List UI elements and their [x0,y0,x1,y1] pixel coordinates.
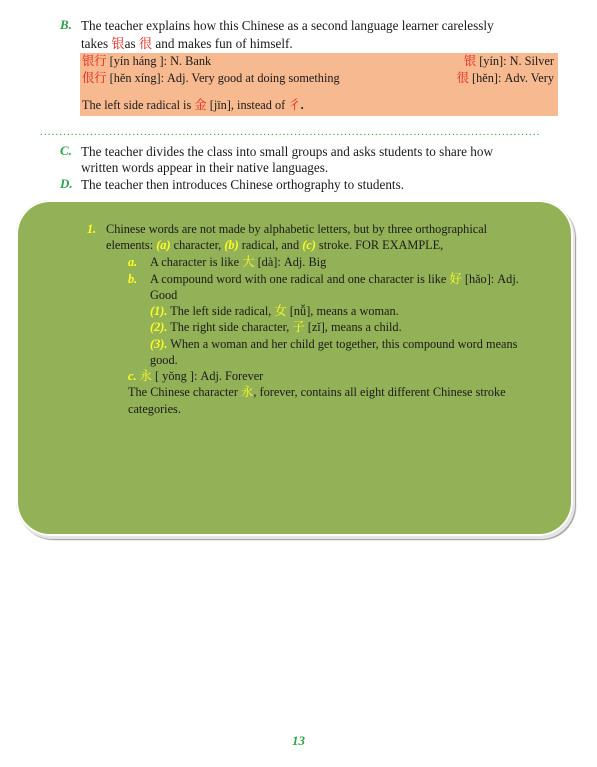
point-number-3: (3). [150,337,168,351]
text-fragment: The Chinese character [128,385,242,399]
vocab-row2-left [82,71,340,86]
vocab-row1-right [464,54,554,69]
chinese-word: 银行 [82,54,107,68]
vocab-row1-left [82,54,211,69]
chinese-char-yong: 永 [241,385,254,399]
orthography-panel [16,200,573,536]
item-c-line1: The teacher divides the class into small groups and asks students to share how [81,144,494,159]
text-fragment: stroke. FOR EXAMPLE, [315,238,444,252]
item-b-line1: The teacher explains how this Chinese as a second language learner carelessly [81,18,494,33]
chinese-char-jin: 金 [194,98,207,112]
page-number: 13 [292,733,305,748]
final-line2: categories. [128,402,181,416]
text-fragment: A compound word with one radical and one character is like [150,272,450,286]
sub-c-line [128,368,263,384]
sub-a-line [150,254,326,270]
label-a: (a) [156,238,171,252]
item-letter-b: B. [60,17,72,32]
vocab-table [80,53,558,116]
text-fragment: elements: [106,238,157,252]
item-b-line2 [81,35,293,52]
item-c-line2: written words appear in their native languages. [81,160,329,175]
text-fragment: The left side radical, [167,304,275,318]
sub-letter-a: a. [128,255,138,269]
label-b: (b) [224,238,239,252]
point-3 [150,336,517,352]
point-number-1: (1). [150,304,168,318]
item-letter-d: D. [60,176,73,191]
text-fragment: character, [170,238,225,252]
text-fragment: . [300,98,304,112]
item-d-line1: The teacher then introduces Chinese orthography to students. [81,177,405,192]
vocab-row2-right [457,71,554,86]
sub-b-line1 [150,271,519,287]
vocab-definition: [hěn xíng]: Adj. Very good at doing something [106,71,340,85]
dotted-divider: .................................................................................................................................. [40,129,541,135]
vocab-definition: [yín]: N. Silver [476,54,554,68]
text-fragment: [zǐ], means a child. [304,320,402,334]
item-letter-c: C. [60,143,72,158]
sub-letter-c: c. [128,369,137,383]
text-fragment: [jīn], instead of [206,98,289,112]
chinese-word: 很 [456,71,469,85]
text-fragment: takes [81,36,112,51]
point-1 [150,303,399,319]
chinese-char-yin: 银 [111,36,125,51]
chinese-char-hao: 好 [449,272,462,286]
text-fragment: as [124,36,139,51]
intro-line2 [106,237,443,253]
text-fragment: [dà]: Adj. Big [254,255,327,269]
text-fragment: The right side character, [167,320,293,334]
text-fragment: [hǎo]: Adj. [461,272,519,286]
chinese-radical-chi: 彳 [288,98,301,112]
vocab-definition: [hěn]: Adv. Very [468,71,554,85]
vocab-definition: [yín háng ]: N. Bank [106,54,212,68]
text-fragment: and makes fun of himself. [152,36,293,51]
text-fragment: The left side radical is [82,98,195,112]
chinese-char-yong: 永 [139,369,152,383]
text-fragment: [nǚ], means a woman. [286,304,399,318]
chinese-char-da: 大 [242,255,255,269]
chinese-char-zi: 子 [292,320,305,334]
chinese-word: 银 [463,54,477,68]
text-fragment: A character is like [150,255,243,269]
intro-line1: Chinese words are not made by alphabetic letters, but by three orthographical [106,222,488,236]
point-3-line2: good. [150,353,178,367]
sub-b-line2: Good [150,288,178,302]
chinese-word: 佷行 [82,71,107,85]
text-fragment: When a woman and her child get together, this compound word means [167,337,518,351]
point-2 [150,319,402,335]
text-fragment: , forever, contains all eight different Chinese stroke [253,385,506,399]
sub-letter-b: b. [128,272,138,286]
point-number-2: (2). [150,320,168,334]
radical-note [82,98,304,113]
final-line1 [128,384,506,400]
label-c: (c) [302,238,316,252]
chinese-char-hen: 很 [138,36,153,51]
text-fragment: radical, and [238,238,303,252]
chinese-char-nu: 女 [274,304,287,318]
list-number-1: 1. [87,222,97,236]
text-fragment: [ yǒng ]: Adj. Forever [151,369,264,383]
